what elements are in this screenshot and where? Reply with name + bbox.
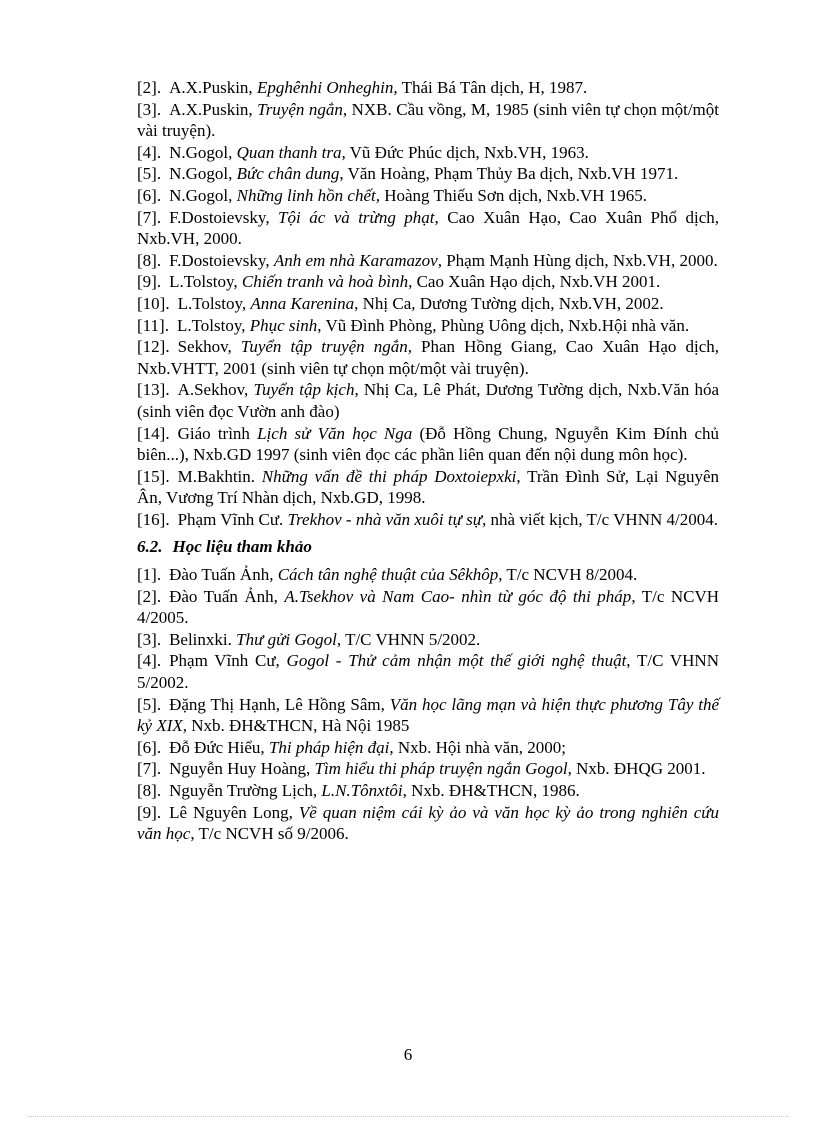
list-item <box>137 99 719 142</box>
page-number: 6 <box>403 1045 413 1064</box>
ref-author: F.Dostoievsky, <box>169 207 270 227</box>
list-item <box>137 737 719 759</box>
ref-title: Anh em nhà Karamazov <box>273 250 438 270</box>
ref-details: , Nhị Ca, Lê Phát, Dương Tường dịch, Nxb.Văn hóa (sinh viên đọc Vườn anh đào) <box>137 380 719 421</box>
ref-title: A.Tsekhov và Nam Cao- nhìn từ góc độ thi pháp <box>284 586 632 606</box>
list-item <box>137 466 719 509</box>
ref-title: Truyện ngắn <box>257 99 343 119</box>
list-item <box>137 780 719 802</box>
ref-number: [11]. <box>137 315 169 335</box>
ref-details: , T/c NCVH 8/2004. <box>498 565 638 585</box>
ref-title: Tuyển tập truyện ngắn <box>240 337 408 357</box>
ref-author: Nguyễn Trường Lịch, <box>169 781 318 800</box>
ref-details: , Trần Đình Sử, Lại Nguyên Ân, Vương Trí Nhàn dịch, Nxb.GD, 1998. <box>137 466 719 508</box>
ref-details: , Vũ Đình Phòng, Phùng Uông dịch, Nxb.Hội nhà văn. <box>317 315 690 335</box>
ref-number: [2]. <box>137 586 162 606</box>
ref-number: [16]. <box>137 509 170 529</box>
ref-author: A.X.Puskin, <box>169 78 253 97</box>
list-item <box>137 293 719 315</box>
ref-title: Trekhov - nhà văn xuôi tự sự <box>287 509 483 529</box>
ref-number: [9]. <box>137 272 162 292</box>
ref-title: Bức chân dung <box>236 164 340 184</box>
ref-number: [15]. <box>137 466 170 486</box>
ref-title: Tuyển tập kịch <box>253 380 355 400</box>
ref-title: Thư gửi Gogol <box>236 629 337 649</box>
ref-author: Phạm Vĩnh Cư. <box>177 509 284 529</box>
ref-number: [6]. <box>137 185 162 205</box>
ref-author: M.Bakhtin. <box>177 466 256 486</box>
list-item <box>137 629 719 651</box>
ref-number: [1]. <box>137 565 162 585</box>
ref-details: , T/c NCVH 4/2005. <box>137 586 720 628</box>
list-item <box>137 142 719 164</box>
ref-author: N.Gogol, <box>169 142 233 162</box>
ref-details: Nxb. Hội nhà văn, 2000; <box>397 737 566 757</box>
ref-number: [7]. <box>137 759 162 779</box>
ref-author: Nguyễn Huy Hoàng, <box>169 759 311 779</box>
section-title: Học liệu tham khảo <box>172 537 312 557</box>
primary-reference-list <box>137 77 719 530</box>
ref-title: Cách tân nghệ thuật của Sêkhôp <box>277 565 499 585</box>
ref-number: [5]. <box>137 164 162 184</box>
ref-number: [13]. <box>137 380 170 400</box>
footer-divider <box>28 1116 788 1117</box>
secondary-reference-list <box>137 564 719 845</box>
section-heading <box>137 536 719 558</box>
list-item <box>137 650 719 693</box>
list-item <box>137 758 719 780</box>
list-item <box>137 509 719 531</box>
ref-number: [8]. <box>137 250 162 270</box>
ref-details: , Văn Hoàng, Phạm Thủy Ba dịch, Nxb.VH 1971. <box>339 164 679 184</box>
ref-author: A.Sekhov, <box>177 380 249 400</box>
ref-author: N.Gogol, <box>169 164 233 184</box>
ref-author: Sekhov, <box>177 337 232 357</box>
ref-details: , T/C VHNN 5/2002. <box>336 629 481 649</box>
ref-title: Tìm hiểu thi pháp truyện ngắn Gogol <box>314 759 568 779</box>
ref-number: [10]. <box>137 293 170 313</box>
ref-author: F.Dostoievsky, <box>169 250 270 270</box>
ref-number: [3]. <box>137 629 162 649</box>
ref-number: [12]. <box>137 337 170 357</box>
ref-title: Tội ác và trừng phạt <box>278 207 435 227</box>
ref-title: Về quan niệm cái kỳ ảo và văn học kỳ ảo trong nghiên cứu văn học <box>137 802 720 844</box>
ref-title: Gogol - Thử cảm nhận một thế giới nghệ thuật <box>286 651 627 671</box>
ref-number: [2]. <box>137 78 162 97</box>
ref-number: [4]. <box>137 651 162 671</box>
ref-details: Vũ Đức Phúc dịch, Nxb.VH, 1963. <box>349 142 589 162</box>
ref-title: Quan thanh tra, <box>236 142 346 162</box>
ref-author: Lê Nguyên Long, <box>169 802 293 822</box>
ref-title: Chiến tranh và hoà bình <box>241 272 409 292</box>
list-item <box>137 694 719 737</box>
ref-title: Văn học lãng mạn và hiện thực phương Tây thế kỷ XIX <box>137 694 720 736</box>
ref-details: , Nxb. ĐH&THCN, 1986. <box>402 781 580 800</box>
ref-details: , Phạm Mạnh Hùng dịch, Nxb.VH, 2000. <box>437 250 718 270</box>
ref-details: , Nhị Ca, Dương Tường dịch, Nxb.VH, 2002. <box>354 293 664 313</box>
list-item <box>137 336 719 379</box>
ref-details: (Đỗ Hồng Chung, Nguyễn Kim Đính chủ biên...), Nxb.GD 1997 (sinh viên đọc các phần liên quan đến nội dung môn học). <box>137 423 720 465</box>
ref-title: L.N.Tônxtôi <box>321 781 403 800</box>
list-item <box>137 315 719 337</box>
list-item <box>137 586 719 629</box>
ref-author: Giáo trình <box>177 423 250 443</box>
ref-number: [5]. <box>137 694 162 714</box>
ref-number: [8]. <box>137 781 162 800</box>
ref-details: , Cao Xuân Hạo, Cao Xuân Phổ dịch, Nxb.VH, 2000. <box>137 207 719 249</box>
ref-author: Đào Tuấn Ảnh, <box>169 586 278 606</box>
section-number: 6.2. <box>137 537 163 557</box>
ref-number: [4]. <box>137 142 162 162</box>
ref-title: Phục sinh <box>249 315 318 335</box>
ref-details: , Nxb. ĐHQG 2001. <box>567 759 706 779</box>
ref-author: Phạm Vĩnh Cư, <box>169 651 280 671</box>
ref-details: , NXB. Cầu vồng, M, 1985 (sinh viên tự chọn một/một vài truyện). <box>137 99 719 141</box>
ref-title: Lịch sử Văn học Nga <box>257 423 413 443</box>
list-item <box>137 379 719 422</box>
ref-details: , Nxb. ĐH&THCN, Hà Nội 1985 <box>182 716 410 736</box>
ref-details: , T/C VHNN 5/2002. <box>137 651 719 693</box>
ref-details: , Phan Hồng Giang, Cao Xuân Hạo dịch, Nxb.VHTT, 2001 (sinh viên tự chọn một/một vài truyện). <box>137 337 720 378</box>
ref-title: Thi pháp hiện đại, <box>268 737 394 757</box>
list-item <box>137 185 719 207</box>
document-body <box>137 77 719 845</box>
ref-number: [7]. <box>137 207 162 227</box>
ref-number: [6]. <box>137 737 162 757</box>
ref-author: Đào Tuấn Ảnh, <box>169 565 274 585</box>
ref-number: [3]. <box>137 99 162 119</box>
ref-author: Đỗ Đức Hiểu, <box>169 737 265 757</box>
list-item <box>137 250 719 272</box>
ref-author: Đặng Thị Hạnh, Lê Hồng Sâm, <box>169 694 385 714</box>
ref-details: Hoàng Thiếu Sơn dịch, Nxb.VH 1965. <box>384 185 647 205</box>
list-item <box>137 564 719 586</box>
ref-author: L.Tolstoy, <box>169 272 238 292</box>
ref-number: [14]. <box>137 423 170 443</box>
ref-author: N.Gogol, <box>169 185 233 205</box>
list-item <box>137 423 719 466</box>
ref-author: Belinxki. <box>169 629 232 649</box>
list-item <box>137 207 719 250</box>
list-item <box>137 163 719 185</box>
ref-details: , T/c NCVH số 9/2006. <box>190 824 349 844</box>
ref-number: [9]. <box>137 802 162 822</box>
ref-details: , Cao Xuân Hạo dịch, Nxb.VH 2001. <box>408 272 661 292</box>
ref-author: L.Tolstoy, <box>176 315 246 335</box>
list-item <box>137 802 719 845</box>
ref-title: Những linh hồn chết, <box>236 185 380 205</box>
ref-title: Anna Karenina <box>250 293 355 313</box>
ref-details: Thái Bá Tân dịch, H, 1987. <box>401 78 588 97</box>
ref-title: Những vấn đề thi pháp Doxtoiepxki <box>261 466 517 486</box>
list-item <box>137 77 719 99</box>
list-item <box>137 271 719 293</box>
ref-author: L.Tolstoy, <box>177 293 247 313</box>
ref-details: , nhà viết kịch, T/c VHNN 4/2004. <box>482 509 718 529</box>
ref-author: A.X.Puskin, <box>169 99 253 119</box>
ref-title: Epghênhi Onheghin, <box>256 78 398 97</box>
